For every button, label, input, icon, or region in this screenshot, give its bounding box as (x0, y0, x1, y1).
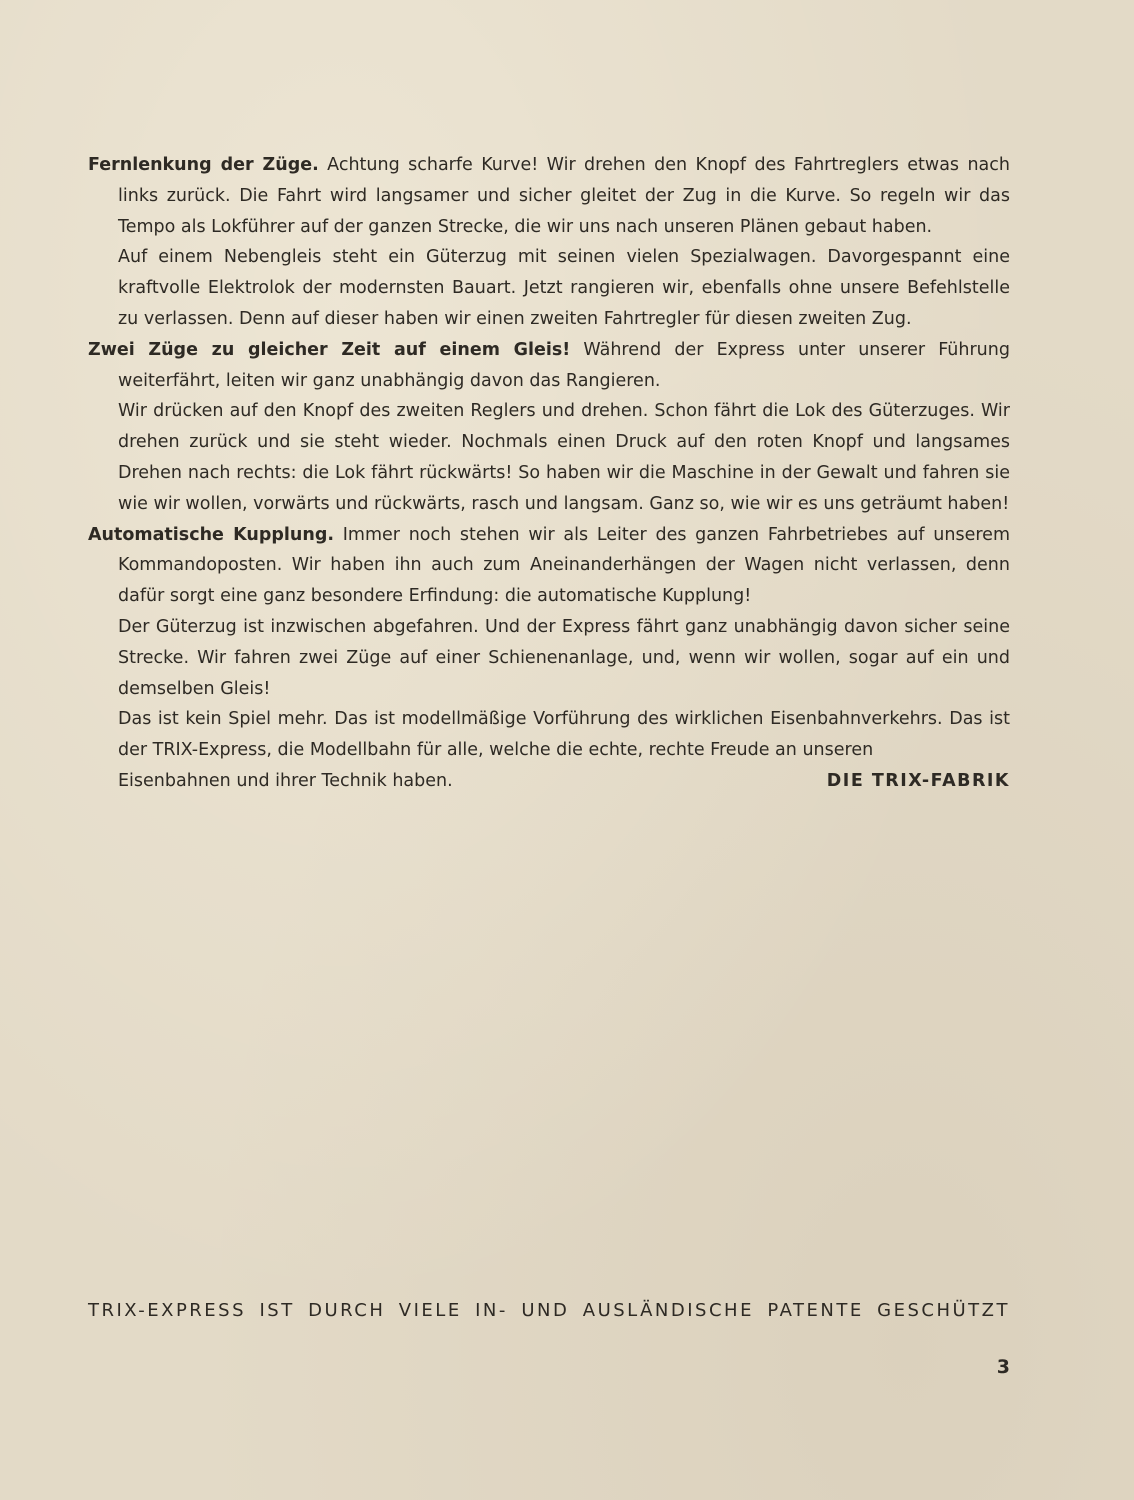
paragraph-text: Immer noch stehen wir als Leiter des ganzen Fahrbetriebes auf unserem Kommandoposten. Wir haben ihn auch zum Aneinanderhängen der Wagen nicht verlassen, denn dafür sorgt eine ganz besondere Erfindung: die automatische Kupplung! (118, 524, 1010, 607)
closing-text: Eisenbahnen und ihrer Technik haben. (118, 770, 453, 791)
paragraph-text: Der Güterzug ist inzwischen abgefahren. Und der Express fährt ganz unabhängig davon sicher seine Strecke. Wir fahren zwei Züge auf einer Schienenanlage, und, wenn wir wollen, sogar auf ein und demselben Gleis! (118, 616, 1010, 699)
paragraph-regler (88, 396, 1010, 519)
paragraph-heading: Fernlenkung der Züge. (88, 155, 319, 175)
body-text (88, 150, 1010, 797)
signature: DIE TRIX-FABRIK (826, 770, 1010, 791)
paragraph-gueterzug (88, 612, 1010, 704)
paragraph-text: Während der Express unter unserer Führung weiterfährt, leiten wir ganz unabhängig davon das Rangieren. (118, 339, 1010, 391)
paragraph-kupplung (88, 520, 1010, 612)
paragraph-heading: Automatische Kupplung. (88, 524, 335, 545)
paragraph-text: Auf einem Nebengleis steht ein Güterzug mit seinen vielen Spezialwagen. Davorgespannt eine kraftvolle Elektrolok der modernsten Bauart. Jetzt rangieren wir, ebenfalls ohne unsere Befehlstelle zu verlassen. Denn auf dieser haben wir einen zweiten Fahrtregler für diesen zweiten Zug. (118, 247, 1010, 329)
patent-notice: TRIX-EXPRESS IST DURCH VIELE IN- UND AUSLÄNDISCHE PATENTE GESCHÜTZT (88, 1300, 1010, 1321)
paragraph-text: Achtung scharfe Kurve! Wir drehen den Knopf des Fahrtreglers etwas nach links zurück. Die Fahrt wird langsamer und sicher gleitet der Zug in die Kurve. So regeln wir das Tempo als Lokführer auf der ganzen Strecke, die wir uns nach unseren Plänen gebaut haben. (118, 155, 1010, 237)
paragraph-text: Das ist kein Spiel mehr. Das ist modellmäßige Vorführung des wirklichen Eisenbahnverkehrs. Das ist der TRIX-Express, die Modellbahn für alle, welche die echte, rechte Freude an unseren (118, 709, 1010, 761)
paragraph-heading: Zwei Züge zu gleicher Zeit auf einem Gleis! (88, 339, 571, 360)
page-number: 3 (996, 1356, 1010, 1378)
paragraph-fernlenkung (88, 150, 1010, 242)
paragraph-zwei-zuege (88, 335, 1010, 397)
closing-line (88, 766, 1010, 797)
paragraph-nebengleis (88, 242, 1010, 334)
paragraph-kein-spiel (88, 704, 1010, 766)
paragraph-text: Wir drücken auf den Knopf des zweiten Reglers und drehen. Schon fährt die Lok des Güterzuges. Wir drehen zurück und sie steht wieder. Nochmals einen Druck auf den roten Knopf und langsames Drehen nach rechts: die Lok fährt rückwärts! So haben wir die Maschine in der Gewalt und fahren sie wie wir wollen, vorwärts und rückwärts, rasch und langsam. Ganz so, wie wir es uns geträumt haben! (118, 401, 1010, 514)
